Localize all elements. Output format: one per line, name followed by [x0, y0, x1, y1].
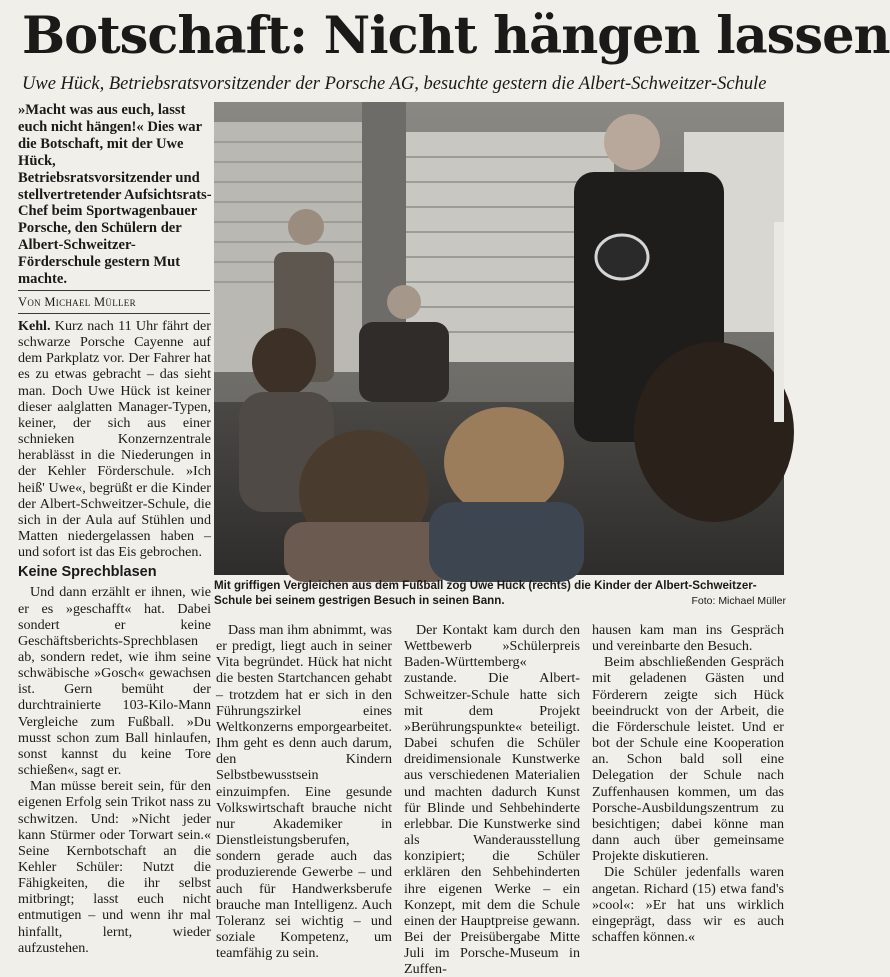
- column-3: [404, 622, 580, 977]
- dateline: Kehl.: [18, 318, 51, 334]
- paragraph: hausen kam man ins Gespräch und vereinbarte den Besuch.: [592, 622, 784, 655]
- section-heading: Keine Sprechblasen: [18, 564, 157, 581]
- column-2: [216, 622, 392, 961]
- photo-caption: Mit griffigen Vergleichen aus dem Fußball zog Uwe Hück (rechts) die Kinder der Albert-Schweitzer-Schule bei seinem gestrigen Besuch in seinen Bann.: [214, 579, 757, 607]
- paragraph: Man müsse bereit sein, für den eigenen Erfolg sein Trikot nass zu schwitzen. Und: »Nicht jeder kann Stürmer oder Torwart sein.« Seine Kernbotschaft an die Kehler Schüler: Nutzt die Fähigkeiten, die ihr selbst mitbringt; lasst euch nicht entmutigen – und wenn ihr mal hinfallt, lernt, wieder aufzustehen.: [18, 778, 211, 956]
- article-photo: [214, 102, 784, 575]
- paragraph: Dass man ihm abnimmt, was er predigt, liegt auch in seiner Vita begründet. Hück hat nicht die besten Startchancen gehabt – trotzdem hat er sich in den Führungszirkel eines Weltkonzerns emporgearbeitet. Ihm geht es denn auch darum, den Kindern Selbstbewusstsein einzuimpfen. Eine gesunde Volkswirtschaft brauche nicht nur Akademiker in Dienstleistungsberufen, sondern gerade auch das produzierende Gewerbe – und auch für Handwerksberufe brauche man Intelligenz. Auch Toleranz sei wichtig – und soziale Kompetenz, um teamfähig zu sein.: [216, 622, 392, 962]
- lead-paragraph: »Macht was aus euch, lasst euch nicht hängen!« Dies war die Botschaft, mit der Uwe Hück, Betriebsratsvorsitzender und stellvertretender Aufsichtsrats-Chef beim Sportwagenbauer Porsche, den Schülern der Albert-Schweitzer-Förderschule gestern Mut machte.: [18, 102, 212, 288]
- paragraph: [18, 318, 211, 560]
- subhead: Uwe Hück, Betriebsratsvorsitzender der Porsche AG, besuchte gestern die Albert-Schweitzer-Schule: [22, 74, 767, 94]
- paragraph: Der Kontakt kam durch den Wettbewerb »Schülerpreis Baden-Württemberg« zustande. Die Albert-Schweitzer-Schule hatte sich mit dem Projekt »Berührungspunkte« beteiligt. Dabei schufen die Schüler dreidimensionale Kunstwerke aus verschiedenen Materialien und machten dadurch Kunst für Blinde und Sehbehinderte erlebbar. Die Kunstwerke sind als Wanderausstellung konzipiert; die Schüler erklären den Sehbehinderten ihre eigenen Werke – ein Konzept, mit dem die Schule einen der Hauptpreise gewann. Bei der Preisübergabe Mitte Juli im Porsche-Museum in Zuffen-: [404, 622, 580, 977]
- column-1: [18, 318, 211, 956]
- paragraph-text: Kurz nach 11 Uhr fährt der schwarze Porsche Cayenne auf dem Parkplatz vor. Der Fahrer hat es zu etwas gebracht – das sieht man. Doch Uwe Hück ist keiner dieser aalglatten Manager-Typen, keiner, der sich aus einer schnieken Konzernzentrale herablässt in die Niederungen in der Kehler Förderschule. »Ich heiß' Uwe«, begrüßt er die Kinder der Albert-Schweitzer-Schule, die sich in der Aula auf Stühlen und Matten niedergelassen haben – und sofort ist das Eis gebrochen.: [18, 318, 211, 561]
- classroom-photo-illustration: [214, 102, 784, 575]
- headline: Botschaft: Nicht hängen lassen: [22, 6, 890, 66]
- paragraph: Beim abschließenden Gespräch mit geladenen Gästen und Förderern zeigte sich Hück beeindruckt von der Arbeit, die die Förderschule leistet. Und er bot der Schule eine Kooperation an. Schon bald soll eine Delegation der Schule nach Zuffenhausen kommen, um das Porsche-Ausbildungszentrum zu besichtigen; dabei könne man dann auch über gemeinsame Projekte diskutieren.: [592, 654, 784, 865]
- byline-rule: [18, 313, 210, 314]
- paragraph: Und dann erzählt er ihnen, wie er es »geschafft« hat. Dabei sondert er keine Geschäftsberichts-Sprechblasen ab, sondern redet, wie ihm seine schwäbische »Gosch« gewachsen ist. Gern bemüht der durchtrainierte 103-Kilo-Mann Vergleiche zum Fußball. »Du musst schon zum Ball hinlaufen, sonst kannst du keine Tore schießen«, sagt er.: [18, 584, 211, 779]
- byline: Von Michael Müller: [18, 295, 136, 309]
- lead-rule: [18, 290, 210, 291]
- paragraph: Die Schüler jedenfalls waren angetan. Richard (15) etwa fand's »cool«: »Er hat uns wirklich eingeprägt, dass wir es auch schaffen können.«: [592, 864, 784, 945]
- column-4: [592, 622, 784, 945]
- photo-credit: Foto: Michael Müller: [691, 595, 786, 607]
